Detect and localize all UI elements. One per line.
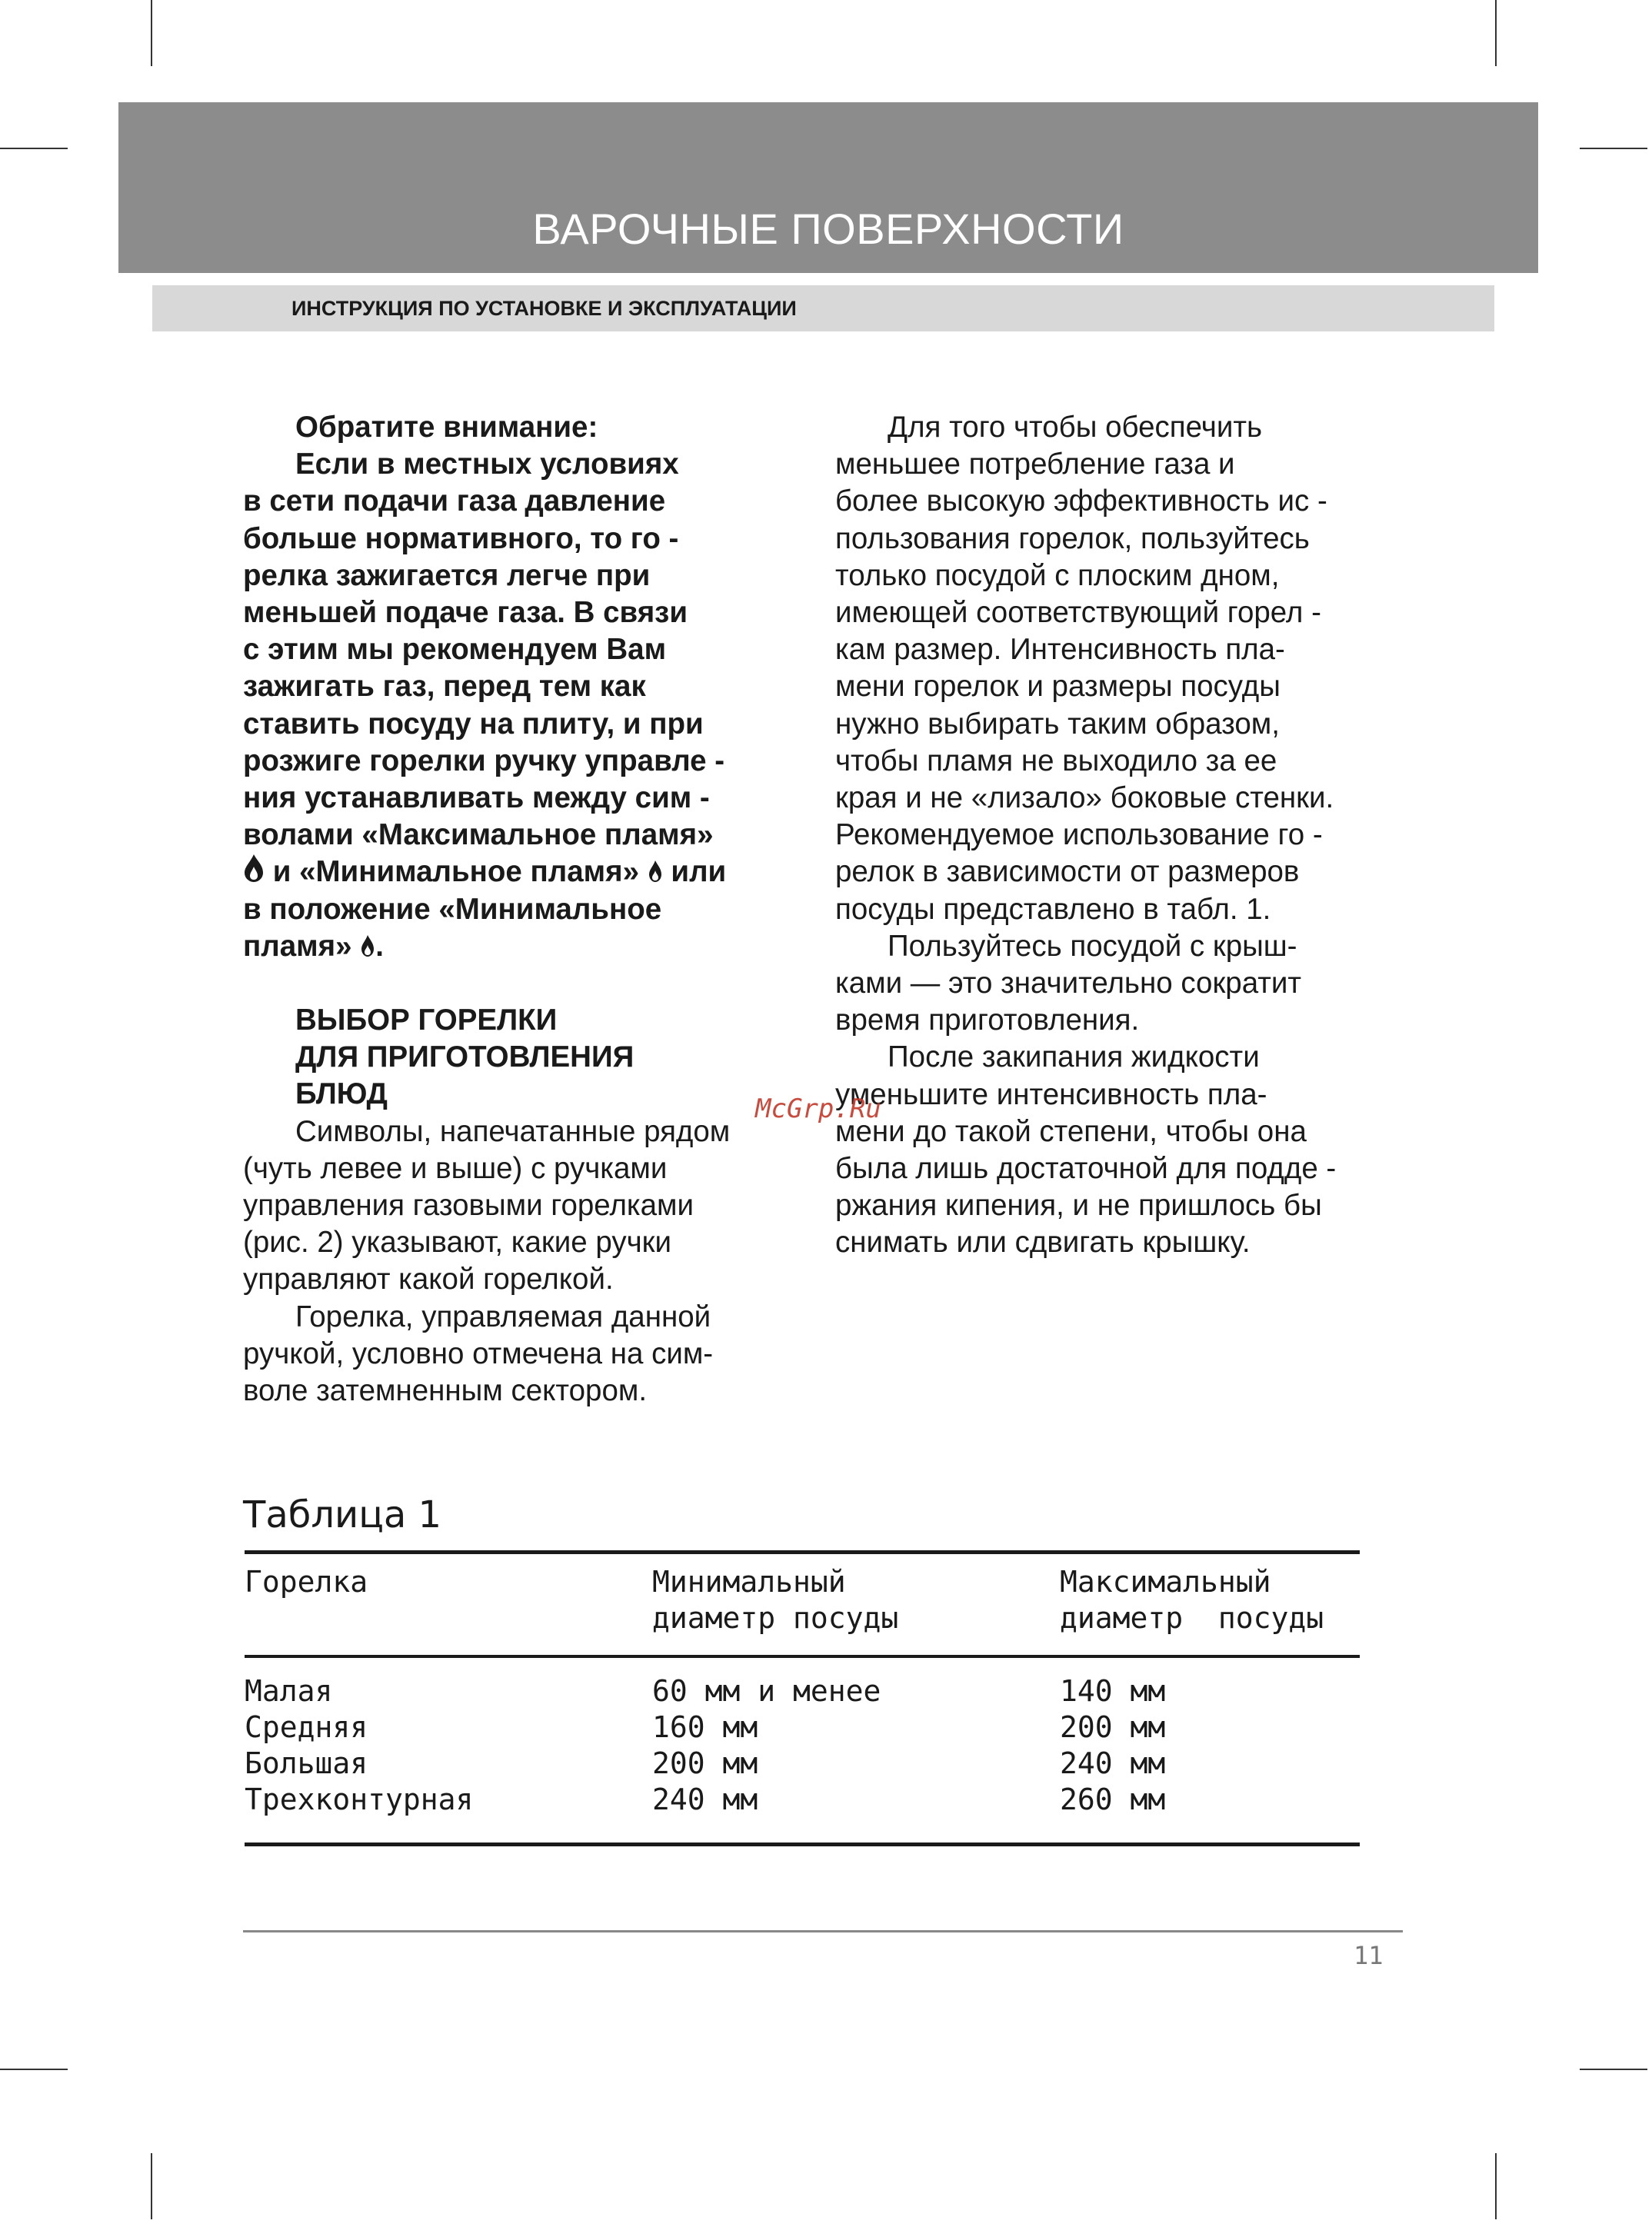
table-caption: Таблица 1 (243, 1493, 442, 1536)
paragraph-line: (рис. 2) указывают, какие ручки (243, 1226, 671, 1260)
table-top-rule (245, 1550, 1360, 1554)
crop-mark (0, 2069, 68, 2070)
paragraph-line: более высокую эффективность ис - (835, 484, 1327, 518)
left-column (243, 409, 762, 1410)
table-cell: Малая (245, 1674, 333, 1708)
paragraph-line: Пользуйтесь посудой с крыш- (888, 929, 1297, 963)
paragraph-line: ручкой, условно отмечена на сим- (243, 1337, 714, 1370)
paragraph-line: Рекомендуемое использование го - (835, 818, 1323, 852)
table-cell: 160 мм (652, 1710, 758, 1744)
table-header-rule (245, 1655, 1360, 1658)
table-header-min: диаметр посуды (652, 1601, 899, 1635)
note-line: в сети подачи газа давление (243, 484, 666, 518)
crop-mark (1580, 2069, 1647, 2070)
paragraph-line: края и не «лизало» боковые стенки. (835, 781, 1334, 815)
paragraph-line: чтобы пламя не выходило за ее (835, 744, 1277, 777)
crop-mark (1495, 0, 1497, 66)
paragraph-line: воле затемненным сектором. (243, 1374, 648, 1408)
paragraph-line: Для того чтобы обеспечить (888, 411, 1263, 444)
table-cell: 240 мм (652, 1783, 758, 1816)
paragraph-line: ржания кипения, и не пришлось бы (835, 1189, 1322, 1223)
table-cell: Средняя (245, 1710, 368, 1744)
paragraph-line: была лишь достаточной для подде - (835, 1152, 1337, 1186)
footer-rule (243, 1930, 1403, 1932)
crop-mark (151, 0, 152, 66)
paragraph-line: мени до такой степени, чтобы она (835, 1114, 1307, 1148)
paragraph-line: время приготовления. (835, 1004, 1140, 1037)
note-line: зажигать газ, перед тем как (243, 670, 646, 704)
page-title: ВАРОЧНЫЕ ПОВЕРХНОСТИ (532, 205, 1124, 253)
paragraph-line: уменьшите интенсивность пла- (835, 1077, 1267, 1111)
paragraph-line: посуды представлено в табл. 1. (835, 892, 1271, 926)
note-text: или (671, 855, 727, 889)
table-cell: 260 мм (1060, 1783, 1166, 1816)
paragraph-line: меньшее потребление газа и (835, 448, 1235, 481)
note-line: в положение «Минимальное (243, 892, 662, 926)
page-number: 11 (1354, 1941, 1384, 1970)
table-cell: Трехконтурная (245, 1783, 474, 1816)
watermark: McGrp.Ru (755, 1094, 881, 1124)
note-line: розжиге горелки ручку управле - (243, 744, 725, 777)
section-heading: БЛЮД (295, 1077, 388, 1111)
table-cell: 140 мм (1060, 1674, 1166, 1708)
note-title: Обратите внимание: (295, 411, 598, 444)
note-line: меньшей подаче газа. В связи (243, 596, 688, 630)
table-header-burner: Горелка (245, 1565, 368, 1599)
paragraph-line: Горелка, управляемая данной (295, 1300, 711, 1333)
paragraph-line: ками — это значительно сократит (835, 967, 1302, 1000)
subheader-band (152, 285, 1494, 331)
table-cell: 200 мм (1060, 1710, 1166, 1744)
paragraph-line: релок в зависимости от размеров (835, 855, 1300, 889)
paragraph-line: снимать или сдвигать крышку. (835, 1226, 1251, 1260)
paragraph-line: имеющей соответствующий горел - (835, 596, 1321, 630)
paragraph-line: пользования горелок, пользуйтесь (835, 521, 1310, 555)
max-flame-icon (243, 854, 265, 883)
note-text: и «Минимальное пламя» (272, 855, 640, 889)
note-line-flames (243, 854, 762, 890)
note-line: больше нормативного, то го - (243, 521, 679, 555)
crop-mark (0, 148, 68, 149)
note-line: ставить посуду на плиту, и при (243, 707, 704, 741)
crop-mark (1580, 148, 1647, 149)
paragraph-line: (чуть левее и выше) с ручками (243, 1151, 668, 1185)
min-flame-icon (648, 860, 663, 883)
table-bottom-rule (245, 1843, 1360, 1846)
table-cell: 200 мм (652, 1746, 758, 1780)
note-text: . (375, 929, 384, 963)
table-cell: Большая (245, 1746, 368, 1780)
paragraph-line: После закипания жидкости (888, 1040, 1260, 1074)
paragraph-line: управления газовыми горелками (243, 1189, 694, 1223)
paragraph-line: управляют какой горелкой. (243, 1263, 614, 1297)
note-line: ния устанавливать между сим - (243, 781, 710, 815)
right-column (835, 409, 1374, 1262)
paragraph-line: нужно выбирать таким образом, (835, 707, 1280, 741)
note-line-last (243, 928, 762, 965)
min-flame-icon (360, 934, 375, 957)
table-header-max: диаметр посуды (1060, 1601, 1324, 1635)
crop-mark (1495, 2153, 1497, 2219)
header-band (118, 102, 1538, 273)
note-line: релка зажигается легче при (243, 558, 651, 592)
note-line: с этим мы рекомендуем Вам (243, 633, 667, 667)
paragraph-line: мени горелок и размеры посуды (835, 670, 1281, 704)
note-line: Если в местных условиях (295, 448, 679, 481)
table-header-max: Максимальный (1060, 1565, 1271, 1599)
table-cell: 60 мм и менее (652, 1674, 881, 1708)
document-subtitle: ИНСТРУКЦИЯ ПО УСТАНОВКЕ И ЭКСПЛУАТАЦИИ (291, 297, 797, 320)
crop-mark (151, 2153, 152, 2219)
section-heading: ДЛЯ ПРИГОТОВЛЕНИЯ (295, 1040, 634, 1074)
table-header-min: Минимальный (652, 1565, 846, 1599)
paragraph-line: кам размер. Интенсивность пла- (835, 633, 1285, 667)
section-heading: ВЫБОР ГОРЕЛКИ (295, 1004, 558, 1037)
paragraph-line: Символы, напечатанные рядом (295, 1114, 731, 1148)
note-line: волами «Максимальное пламя» (243, 818, 714, 852)
paragraph-line: только посудой с плоским дном, (835, 558, 1280, 592)
note-text: пламя» (243, 929, 352, 963)
table-cell: 240 мм (1060, 1746, 1166, 1780)
